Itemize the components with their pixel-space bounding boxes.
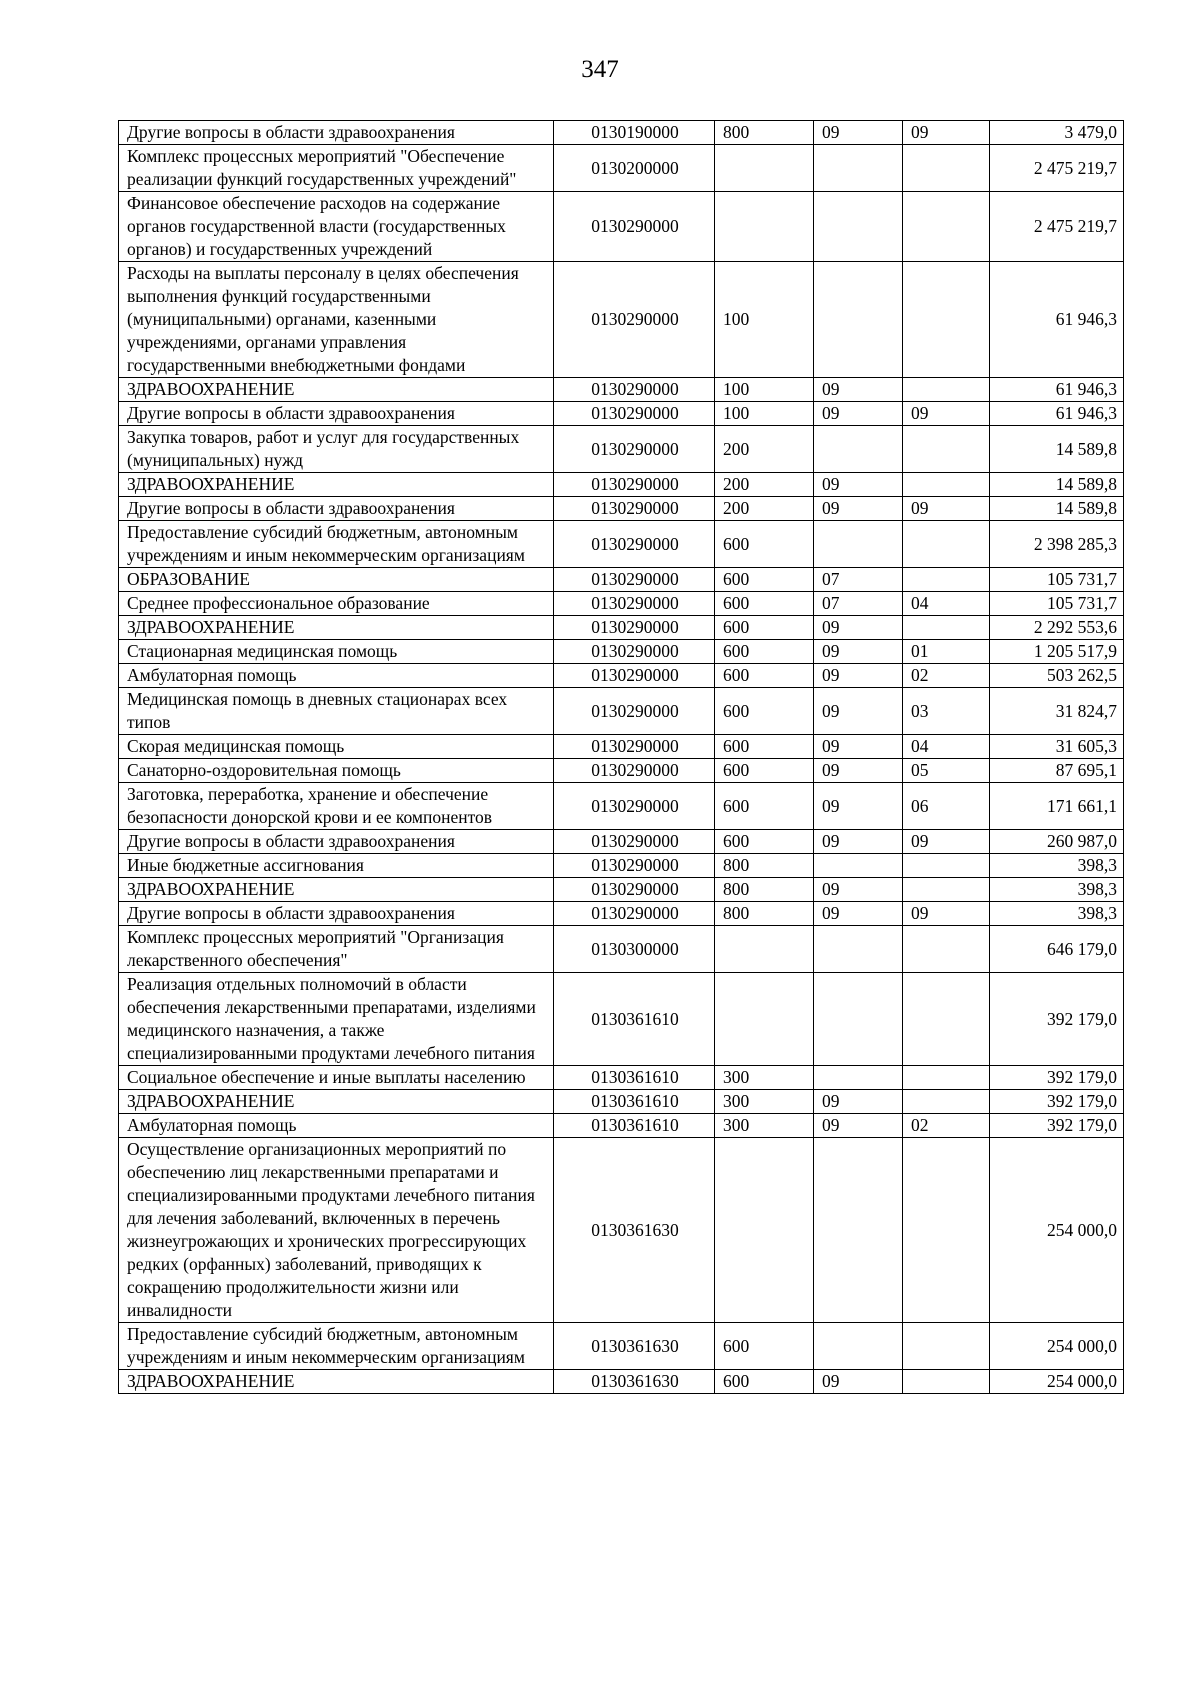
amount-cell: 171 661,1 <box>990 783 1124 830</box>
target-article-code-cell: 0130361610 <box>554 973 715 1066</box>
item-name-cell: Предоставление субсидий бюджетным, автономным учреждениям и иным некоммерческим организациям <box>119 1323 554 1370</box>
section-code-cell <box>814 926 903 973</box>
section-code-cell: 07 <box>814 568 903 592</box>
table-row <box>119 1090 1124 1114</box>
target-article-code-cell: 0130290000 <box>554 640 715 664</box>
expense-type-cell: 600 <box>715 616 814 640</box>
subsection-code-cell: 09 <box>903 497 990 521</box>
target-article-code-cell: 0130290000 <box>554 902 715 926</box>
target-article-code-cell: 0130290000 <box>554 497 715 521</box>
table-row <box>119 192 1124 262</box>
target-article-code-cell: 0130190000 <box>554 121 715 145</box>
subsection-code-cell <box>903 378 990 402</box>
item-name-cell: Социальное обеспечение и иные выплаты населению <box>119 1066 554 1090</box>
table-row <box>119 783 1124 830</box>
subsection-code-cell <box>903 616 990 640</box>
table-row <box>119 262 1124 378</box>
table-row <box>119 426 1124 473</box>
item-name-cell: Амбулаторная помощь <box>119 664 554 688</box>
table-row <box>119 640 1124 664</box>
amount-cell: 398,3 <box>990 878 1124 902</box>
budget-table <box>118 120 1124 1394</box>
target-article-code-cell: 0130361630 <box>554 1370 715 1394</box>
subsection-code-cell <box>903 568 990 592</box>
item-name-cell: ЗДРАВООХРАНЕНИЕ <box>119 616 554 640</box>
item-name-cell: Амбулаторная помощь <box>119 1114 554 1138</box>
expense-type-cell: 300 <box>715 1066 814 1090</box>
target-article-code-cell: 0130290000 <box>554 473 715 497</box>
section-code-cell: 09 <box>814 878 903 902</box>
target-article-code-cell: 0130290000 <box>554 262 715 378</box>
section-code-cell: 09 <box>814 830 903 854</box>
expense-type-cell: 300 <box>715 1114 814 1138</box>
section-code-cell: 09 <box>814 121 903 145</box>
subsection-code-cell <box>903 262 990 378</box>
target-article-code-cell: 0130290000 <box>554 854 715 878</box>
table-row <box>119 1066 1124 1090</box>
item-name-cell: ЗДРАВООХРАНЕНИЕ <box>119 1090 554 1114</box>
section-code-cell: 09 <box>814 473 903 497</box>
subsection-code-cell: 05 <box>903 759 990 783</box>
section-code-cell: 09 <box>814 1090 903 1114</box>
amount-cell: 254 000,0 <box>990 1370 1124 1394</box>
expense-type-cell: 600 <box>715 521 814 568</box>
item-name-cell: Иные бюджетные ассигнования <box>119 854 554 878</box>
subsection-code-cell: 09 <box>903 402 990 426</box>
amount-cell: 31 605,3 <box>990 735 1124 759</box>
table-row <box>119 592 1124 616</box>
table-row <box>119 926 1124 973</box>
item-name-cell: Комплекс процессных мероприятий "Организация лекарственного обеспечения" <box>119 926 554 973</box>
table-row <box>119 735 1124 759</box>
subsection-code-cell: 06 <box>903 783 990 830</box>
subsection-code-cell: 02 <box>903 664 990 688</box>
amount-cell: 14 589,8 <box>990 497 1124 521</box>
item-name-cell: Расходы на выплаты персоналу в целях обеспечения выполнения функций государственными (муниципальными) органами, казенными учреждениями, органами управления государственными внебюджетными фондами <box>119 262 554 378</box>
section-code-cell: 09 <box>814 688 903 735</box>
expense-type-cell <box>715 973 814 1066</box>
item-name-cell: Осуществление организационных мероприятий по обеспечению лиц лекарственными препаратами и специализированными продуктами лечебного питания для лечения заболеваний, включенных в перечень жизнеугрожающих и хронических прогрессирующих редких (орфанных) заболеваний, приводящих к сокращению продолжительности жизни или инвалидности <box>119 1138 554 1323</box>
section-code-cell: 09 <box>814 759 903 783</box>
subsection-code-cell <box>903 878 990 902</box>
target-article-code-cell: 0130290000 <box>554 830 715 854</box>
table-row <box>119 616 1124 640</box>
expense-type-cell: 600 <box>715 1370 814 1394</box>
table-row <box>119 1138 1124 1323</box>
item-name-cell: Санаторно-оздоровительная помощь <box>119 759 554 783</box>
section-code-cell <box>814 426 903 473</box>
target-article-code-cell: 0130290000 <box>554 592 715 616</box>
table-row <box>119 878 1124 902</box>
amount-cell: 105 731,7 <box>990 568 1124 592</box>
item-name-cell: ЗДРАВООХРАНЕНИЕ <box>119 878 554 902</box>
section-code-cell: 09 <box>814 640 903 664</box>
subsection-code-cell <box>903 521 990 568</box>
section-code-cell: 09 <box>814 902 903 926</box>
table-row <box>119 568 1124 592</box>
section-code-cell: 07 <box>814 592 903 616</box>
amount-cell: 254 000,0 <box>990 1323 1124 1370</box>
table-row <box>119 145 1124 192</box>
item-name-cell: Медицинская помощь в дневных стационарах всех типов <box>119 688 554 735</box>
section-code-cell <box>814 262 903 378</box>
item-name-cell: ЗДРАВООХРАНЕНИЕ <box>119 1370 554 1394</box>
section-code-cell <box>814 1323 903 1370</box>
amount-cell: 14 589,8 <box>990 473 1124 497</box>
target-article-code-cell: 0130361630 <box>554 1138 715 1323</box>
table-row <box>119 497 1124 521</box>
expense-type-cell: 100 <box>715 378 814 402</box>
section-code-cell: 09 <box>814 497 903 521</box>
expense-type-cell: 800 <box>715 121 814 145</box>
expense-type-cell: 300 <box>715 1090 814 1114</box>
expense-type-cell: 600 <box>715 783 814 830</box>
subsection-code-cell <box>903 1138 990 1323</box>
target-article-code-cell: 0130361610 <box>554 1090 715 1114</box>
expense-type-cell: 600 <box>715 1323 814 1370</box>
item-name-cell: Заготовка, переработка, хранение и обеспечение безопасности донорской крови и ее компонентов <box>119 783 554 830</box>
table-row <box>119 1370 1124 1394</box>
subsection-code-cell <box>903 926 990 973</box>
expense-type-cell: 200 <box>715 473 814 497</box>
expense-type-cell: 800 <box>715 878 814 902</box>
expense-type-cell: 600 <box>715 759 814 783</box>
item-name-cell: ЗДРАВООХРАНЕНИЕ <box>119 378 554 402</box>
amount-cell: 503 262,5 <box>990 664 1124 688</box>
target-article-code-cell: 0130290000 <box>554 735 715 759</box>
target-article-code-cell: 0130361610 <box>554 1066 715 1090</box>
item-name-cell: Предоставление субсидий бюджетным, автономным учреждениям и иным некоммерческим организациям <box>119 521 554 568</box>
item-name-cell: ЗДРАВООХРАНЕНИЕ <box>119 473 554 497</box>
item-name-cell: Другие вопросы в области здравоохранения <box>119 902 554 926</box>
section-code-cell: 09 <box>814 735 903 759</box>
expense-type-cell: 600 <box>715 640 814 664</box>
target-article-code-cell: 0130290000 <box>554 426 715 473</box>
section-code-cell <box>814 192 903 262</box>
table-row <box>119 973 1124 1066</box>
amount-cell: 392 179,0 <box>990 1114 1124 1138</box>
expense-type-cell: 200 <box>715 426 814 473</box>
amount-cell: 105 731,7 <box>990 592 1124 616</box>
amount-cell: 14 589,8 <box>990 426 1124 473</box>
table-row <box>119 688 1124 735</box>
section-code-cell <box>814 1066 903 1090</box>
expense-type-cell: 600 <box>715 664 814 688</box>
expense-type-cell <box>715 192 814 262</box>
expense-type-cell: 600 <box>715 830 814 854</box>
item-name-cell: Другие вопросы в области здравоохранения <box>119 830 554 854</box>
section-code-cell: 09 <box>814 402 903 426</box>
amount-cell: 87 695,1 <box>990 759 1124 783</box>
expense-type-cell: 800 <box>715 854 814 878</box>
amount-cell: 61 946,3 <box>990 262 1124 378</box>
page-number: 347 <box>581 56 619 83</box>
section-code-cell <box>814 145 903 192</box>
expense-type-cell: 600 <box>715 568 814 592</box>
amount-cell: 398,3 <box>990 854 1124 878</box>
target-article-code-cell: 0130290000 <box>554 568 715 592</box>
item-name-cell: Другие вопросы в области здравоохранения <box>119 121 554 145</box>
target-article-code-cell: 0130361630 <box>554 1323 715 1370</box>
amount-cell: 2 475 219,7 <box>990 145 1124 192</box>
target-article-code-cell: 0130290000 <box>554 616 715 640</box>
item-name-cell: Закупка товаров, работ и услуг для государственных (муниципальных) нужд <box>119 426 554 473</box>
amount-cell: 61 946,3 <box>990 402 1124 426</box>
section-code-cell: 09 <box>814 783 903 830</box>
subsection-code-cell <box>903 973 990 1066</box>
target-article-code-cell: 0130361610 <box>554 1114 715 1138</box>
subsection-code-cell <box>903 854 990 878</box>
target-article-code-cell: 0130290000 <box>554 759 715 783</box>
amount-cell: 392 179,0 <box>990 1066 1124 1090</box>
expense-type-cell <box>715 1138 814 1323</box>
amount-cell: 3 479,0 <box>990 121 1124 145</box>
item-name-cell: Другие вопросы в области здравоохранения <box>119 402 554 426</box>
subsection-code-cell: 09 <box>903 830 990 854</box>
expense-type-cell: 100 <box>715 262 814 378</box>
target-article-code-cell: 0130200000 <box>554 145 715 192</box>
item-name-cell: ОБРАЗОВАНИЕ <box>119 568 554 592</box>
amount-cell: 392 179,0 <box>990 973 1124 1066</box>
amount-cell: 646 179,0 <box>990 926 1124 973</box>
subsection-code-cell: 01 <box>903 640 990 664</box>
section-code-cell <box>814 1138 903 1323</box>
table-row <box>119 664 1124 688</box>
amount-cell: 2 292 553,6 <box>990 616 1124 640</box>
item-name-cell: Среднее профессиональное образование <box>119 592 554 616</box>
table-row <box>119 830 1124 854</box>
subsection-code-cell <box>903 145 990 192</box>
table-row <box>119 854 1124 878</box>
subsection-code-cell <box>903 1323 990 1370</box>
section-code-cell <box>814 521 903 568</box>
target-article-code-cell: 0130290000 <box>554 521 715 568</box>
table-row <box>119 473 1124 497</box>
section-code-cell: 09 <box>814 1114 903 1138</box>
subsection-code-cell: 03 <box>903 688 990 735</box>
subsection-code-cell: 09 <box>903 121 990 145</box>
item-name-cell: Стационарная медицинская помощь <box>119 640 554 664</box>
amount-cell: 31 824,7 <box>990 688 1124 735</box>
expense-type-cell <box>715 145 814 192</box>
section-code-cell: 09 <box>814 1370 903 1394</box>
target-article-code-cell: 0130290000 <box>554 664 715 688</box>
expense-type-cell: 600 <box>715 688 814 735</box>
subsection-code-cell: 04 <box>903 735 990 759</box>
target-article-code-cell: 0130300000 <box>554 926 715 973</box>
subsection-code-cell: 09 <box>903 902 990 926</box>
subsection-code-cell: 02 <box>903 1114 990 1138</box>
amount-cell: 260 987,0 <box>990 830 1124 854</box>
target-article-code-cell: 0130290000 <box>554 402 715 426</box>
table-row <box>119 378 1124 402</box>
amount-cell: 398,3 <box>990 902 1124 926</box>
table-row <box>119 1114 1124 1138</box>
amount-cell: 1 205 517,9 <box>990 640 1124 664</box>
expense-type-cell: 600 <box>715 592 814 616</box>
expense-type-cell <box>715 926 814 973</box>
item-name-cell: Реализация отдельных полномочий в области обеспечения лекарственными препаратами, изделиями медицинского назначения, а также специализированными продуктами лечебного питания <box>119 973 554 1066</box>
table-row <box>119 902 1124 926</box>
section-code-cell: 09 <box>814 378 903 402</box>
target-article-code-cell: 0130290000 <box>554 192 715 262</box>
item-name-cell: Другие вопросы в области здравоохранения <box>119 497 554 521</box>
amount-cell: 61 946,3 <box>990 378 1124 402</box>
amount-cell: 2 475 219,7 <box>990 192 1124 262</box>
subsection-code-cell <box>903 1370 990 1394</box>
table-row <box>119 759 1124 783</box>
table-row <box>119 521 1124 568</box>
amount-cell: 392 179,0 <box>990 1090 1124 1114</box>
table-row <box>119 121 1124 145</box>
expense-type-cell: 600 <box>715 735 814 759</box>
target-article-code-cell: 0130290000 <box>554 783 715 830</box>
section-code-cell <box>814 854 903 878</box>
section-code-cell: 09 <box>814 616 903 640</box>
subsection-code-cell <box>903 1066 990 1090</box>
amount-cell: 254 000,0 <box>990 1138 1124 1323</box>
subsection-code-cell <box>903 473 990 497</box>
target-article-code-cell: 0130290000 <box>554 378 715 402</box>
expense-type-cell: 800 <box>715 902 814 926</box>
subsection-code-cell <box>903 192 990 262</box>
section-code-cell <box>814 973 903 1066</box>
expense-type-cell: 200 <box>715 497 814 521</box>
item-name-cell: Финансовое обеспечение расходов на содержание органов государственной власти (государственных органов) и государственных учреждений <box>119 192 554 262</box>
item-name-cell: Комплекс процессных мероприятий "Обеспечение реализации функций государственных учреждений" <box>119 145 554 192</box>
expense-type-cell: 100 <box>715 402 814 426</box>
target-article-code-cell: 0130290000 <box>554 688 715 735</box>
table-row <box>119 402 1124 426</box>
subsection-code-cell <box>903 426 990 473</box>
subsection-code-cell <box>903 1090 990 1114</box>
item-name-cell: Скорая медицинская помощь <box>119 735 554 759</box>
amount-cell: 2 398 285,3 <box>990 521 1124 568</box>
section-code-cell: 09 <box>814 664 903 688</box>
subsection-code-cell: 04 <box>903 592 990 616</box>
table-row <box>119 1323 1124 1370</box>
budget-table-body <box>119 121 1124 1394</box>
target-article-code-cell: 0130290000 <box>554 878 715 902</box>
